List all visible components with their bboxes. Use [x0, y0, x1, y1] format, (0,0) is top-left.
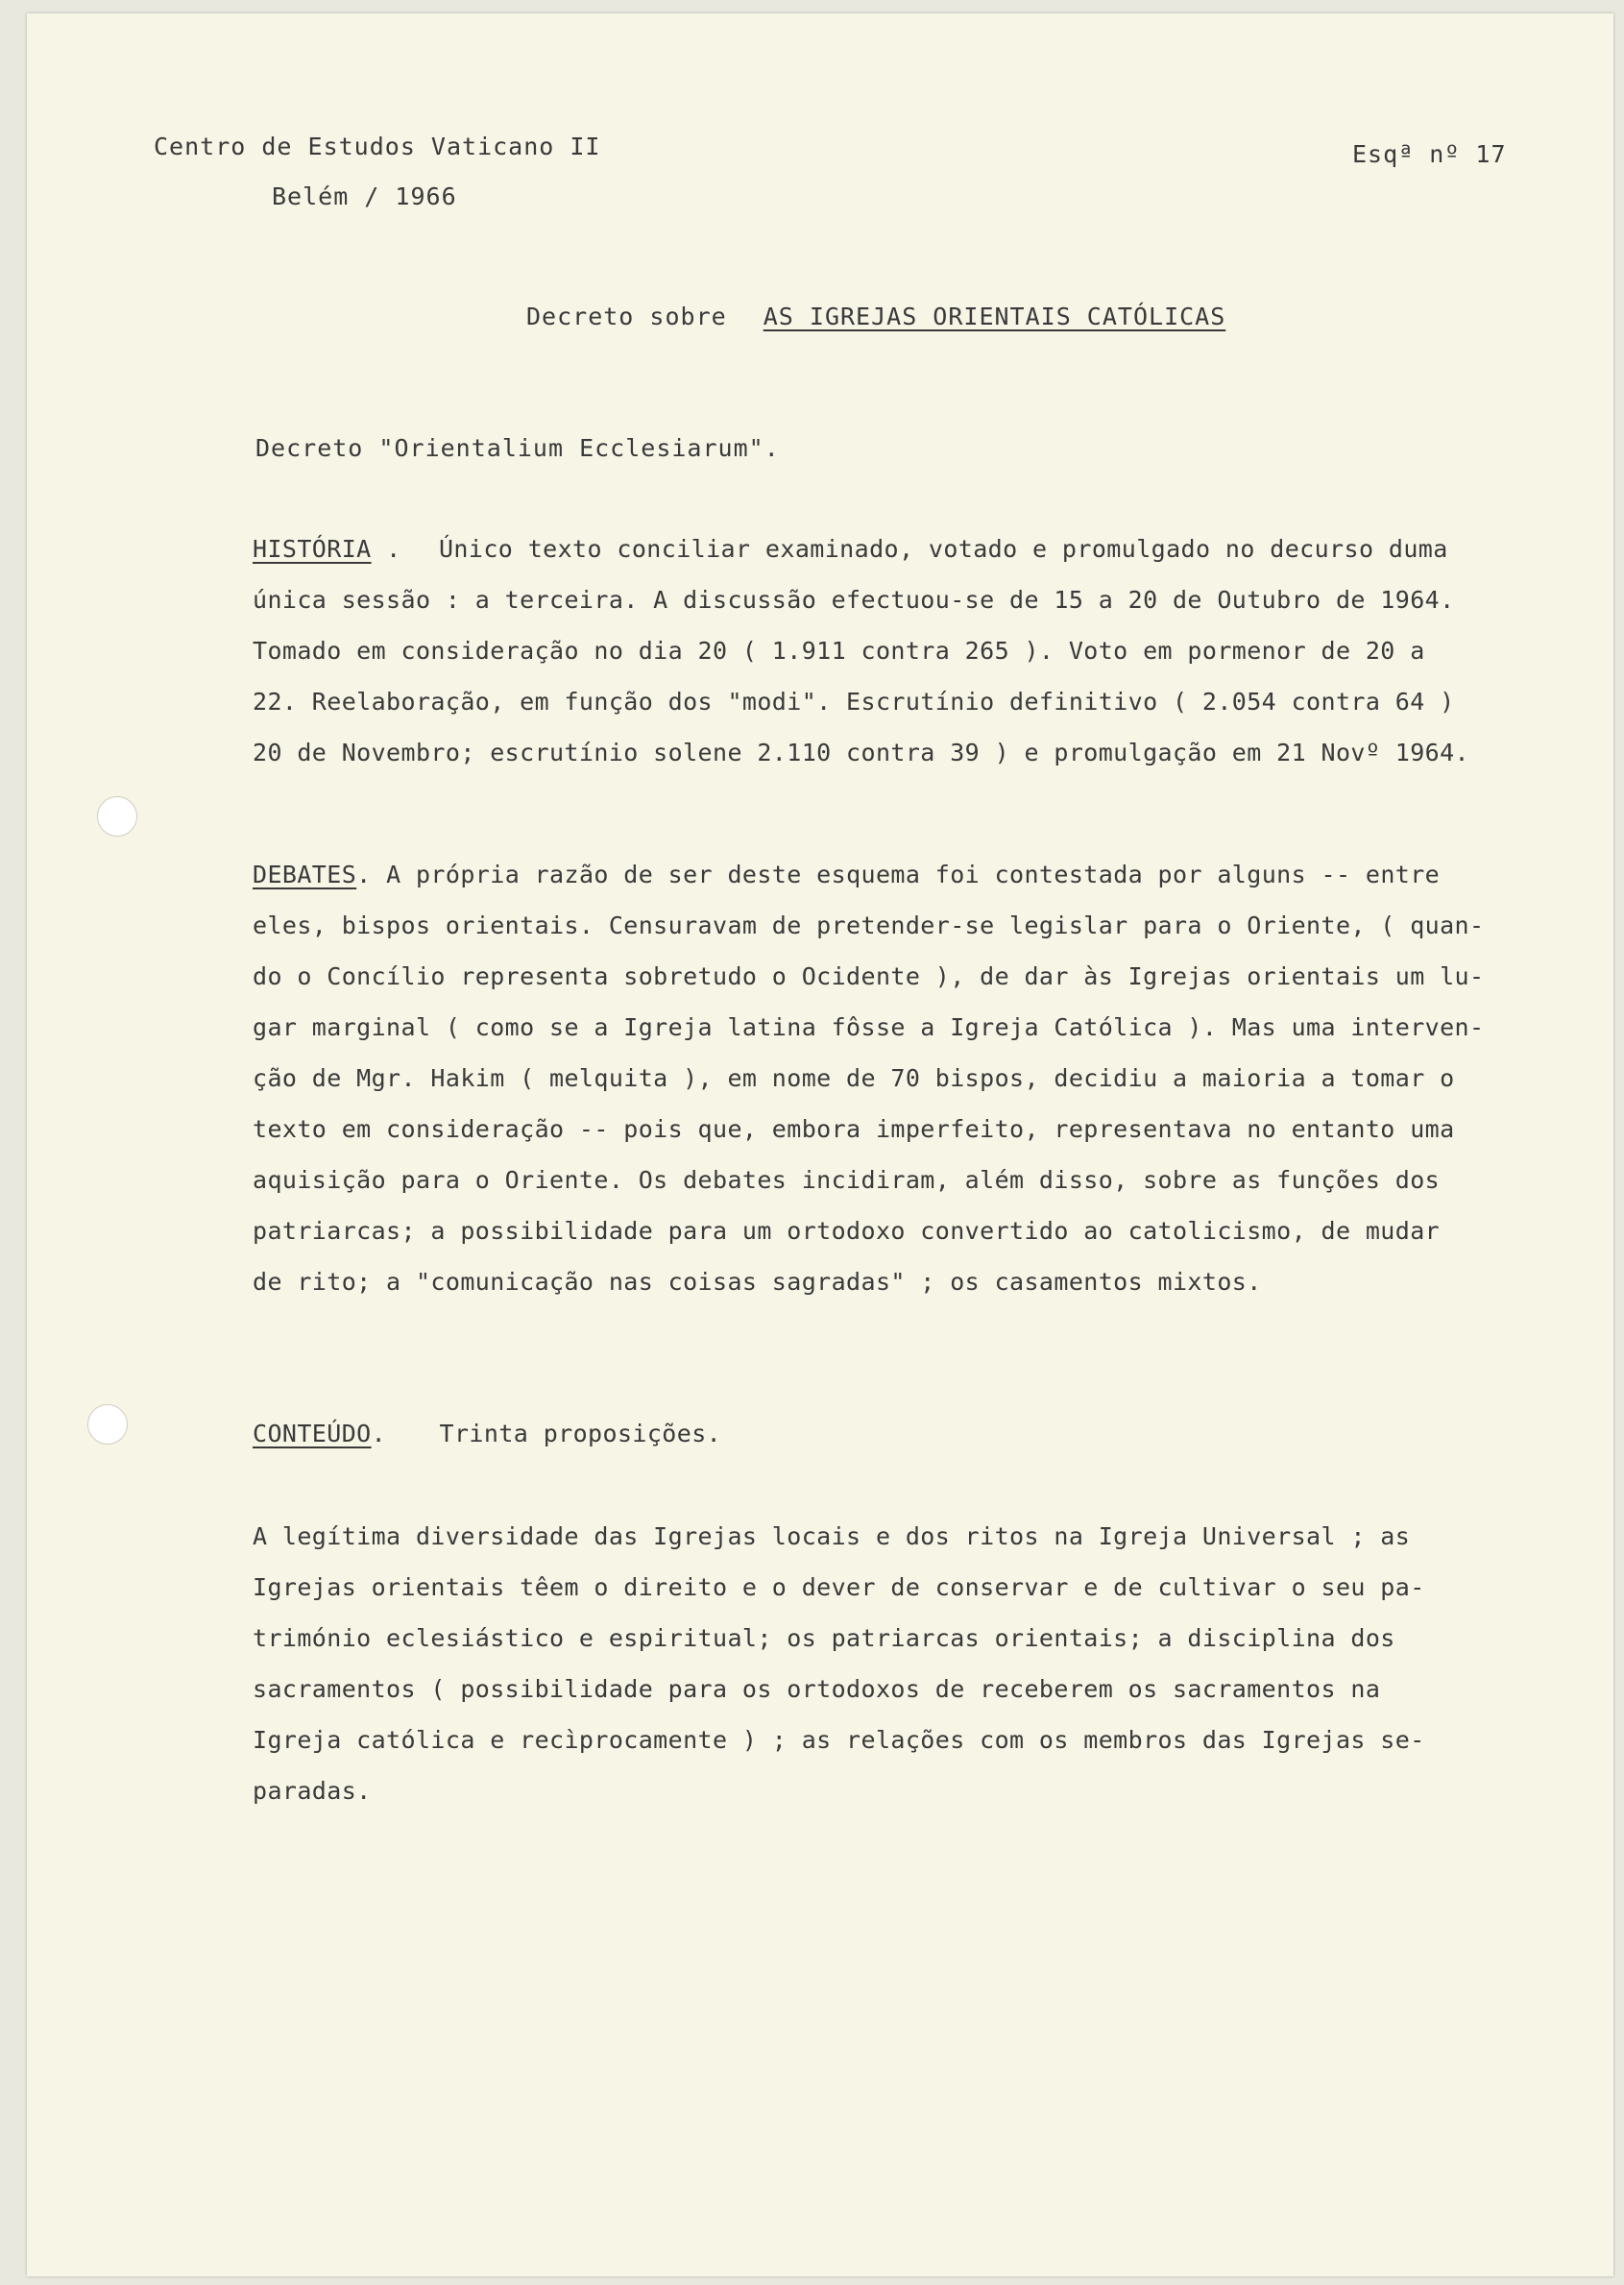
document-reference: Esqª nº 17 [1352, 140, 1507, 168]
conteudo-line: trimónio eclesiástico e espiritual; os patriarcas orientais; a disciplina dos [253, 1624, 1395, 1652]
historia-line: 20 de Novembro; escrutínio solene 2.110 contra 39 ) e promulgação em 21 Novº 1964. [253, 739, 1470, 766]
conteudo-heading: CONTEÚDO [253, 1420, 372, 1447]
punch-hole-lower [87, 1404, 128, 1445]
debates-line: patriarcas; a possibilidade para um ortodoxo convertido ao catolicismo, de mudar [253, 1217, 1441, 1245]
conteudo-summary: Trinta proposições. [439, 1420, 722, 1447]
debates-text: A própria razão de ser deste esquema foi contestada por alguns -- entre [386, 861, 1441, 888]
conteudo-line: Igreja católica e recìprocamente ) ; as relações com os membros das Igrejas se- [253, 1726, 1425, 1754]
debates-line: gar marginal ( como se a Igreja latina fôsse a Igreja Católica ). Mas uma interven- [253, 1013, 1485, 1041]
debates-heading: DEBATES [253, 861, 357, 888]
conteudo-line: sacramentos ( possibilidade para os ortodoxos de receberem os sacramentos na [253, 1675, 1381, 1703]
conteudo-line-1: CONTEÚDO. Trinta proposições. [253, 1420, 722, 1447]
debates-line: de rito; a "comunicação nas coisas sagradas" ; os casamentos mixtos. [253, 1268, 1262, 1296]
institution-name: Centro de Estudos Vaticano II [154, 133, 601, 160]
debates-line: eles, bispos orientais. Censuravam de pretender-se legislar para o Oriente, ( quan- [253, 912, 1485, 939]
title-prefix: Decreto sobre [526, 303, 727, 330]
decree-name: Decreto "Orientalium Ecclesiarum". [255, 434, 780, 462]
historia-line: Tomado em consideração no dia 20 ( 1.911 contra 265 ). Voto em pormenor de 20 a [253, 637, 1425, 665]
historia-line-1: HISTÓRIA . Único texto conciliar examinado, votado e promulgado no decurso duma [253, 535, 1448, 563]
conteudo-line: Igrejas orientais têem o direito e o dever de conservar e de cultivar o seu pa- [253, 1573, 1425, 1601]
title-subject: AS IGREJAS ORIENTAIS CATÓLICAS [763, 303, 1226, 330]
historia-text: Único texto conciliar examinado, votado e promulgado no decurso duma [438, 535, 1448, 563]
place-date: Belém / 1966 [272, 182, 457, 210]
document-title [526, 303, 1225, 330]
debates-line: do o Concílio representa sobretudo o Ocidente ), de dar às Igrejas orientais um lu- [253, 962, 1485, 990]
historia-line: 22. Reelaboração, em função dos "modi". Escrutínio definitivo ( 2.054 contra 64 ) [253, 688, 1455, 716]
debates-line: ção de Mgr. Hakim ( melquita ), em nome de 70 bispos, decidiu a maioria a tomar o [253, 1064, 1455, 1092]
punch-hole-upper [97, 796, 137, 837]
document-page [27, 13, 1613, 2276]
historia-line: única sessão : a terceira. A discussão efectuou-se de 15 a 20 de Outubro de 1964. [253, 586, 1455, 614]
debates-line-1: DEBATES. A própria razão de ser deste esquema foi contestada por alguns -- entre [253, 861, 1441, 888]
debates-line: texto em consideração -- pois que, embora imperfeito, representava no entanto uma [253, 1115, 1455, 1143]
conteudo-line: A legítima diversidade das Igrejas locais e dos ritos na Igreja Universal ; as [253, 1522, 1411, 1550]
debates-line: aquisição para o Oriente. Os debates incidiram, além disso, sobre as funções dos [253, 1166, 1441, 1194]
historia-heading: HISTÓRIA [253, 535, 372, 563]
conteudo-line: paradas. [253, 1777, 372, 1805]
